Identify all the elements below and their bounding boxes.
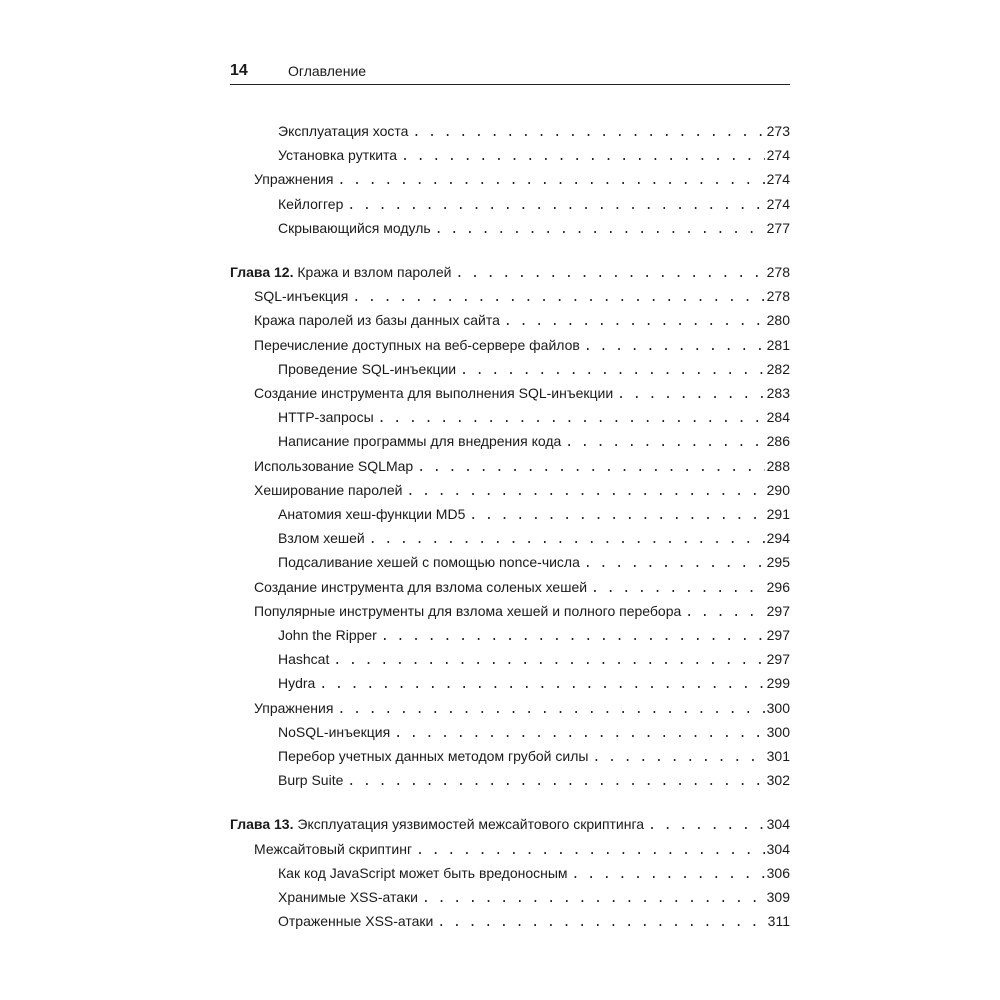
dot-leader	[422, 888, 765, 910]
toc-entry-title	[278, 551, 584, 573]
toc-entry-title	[254, 576, 591, 598]
dot-leader	[437, 912, 765, 934]
page-ref: 280	[766, 312, 790, 329]
toc-entry-title	[278, 910, 437, 932]
toc-entry-title	[278, 769, 347, 791]
page-ref: 290	[766, 481, 790, 498]
dot-leader	[565, 432, 764, 454]
toc-entry-title	[278, 862, 572, 884]
entry-text: Написание программы для внедрения кода	[278, 433, 562, 450]
entry-text: Хранимые XSS-атаки	[278, 889, 418, 905]
dot-leader	[591, 578, 765, 600]
entry-text: Создание инструмента для выполнения SQL-инъекции	[254, 385, 614, 401]
entry-text: Анатомия хеш-функции MD5	[278, 506, 466, 522]
dot-leader	[378, 408, 765, 430]
toc-entry-title	[278, 193, 347, 215]
entry-text: Hashcat	[278, 651, 330, 668]
toc-entry	[230, 551, 790, 573]
toc-entry-title	[254, 479, 406, 501]
page-header	[230, 58, 790, 85]
toc-entry	[230, 624, 790, 646]
dot-leader	[416, 840, 765, 862]
toc-entry	[230, 406, 790, 428]
page-number: 14	[230, 62, 248, 79]
page-ref: 301	[766, 748, 790, 764]
toc-entry-title	[278, 648, 333, 670]
toc-entry	[230, 217, 790, 239]
toc-entry-title	[278, 144, 401, 166]
toc-entry-title	[254, 838, 416, 860]
page-ref: 309	[766, 889, 790, 905]
toc-entry-title	[254, 697, 337, 719]
entry-text: Hydra	[278, 675, 316, 692]
dot-leader	[417, 457, 764, 479]
entry-text: Установка руткита	[278, 147, 398, 164]
toc-entry	[230, 285, 790, 307]
toc-entry-title	[278, 120, 412, 142]
dot-leader	[347, 771, 764, 793]
toc-entry	[230, 838, 790, 860]
dot-leader	[584, 553, 765, 575]
dot-leader	[394, 723, 764, 745]
toc-entry	[230, 576, 790, 598]
entry-text: Упражнения	[254, 699, 334, 716]
toc-entry-title	[278, 217, 435, 239]
page-ref: 274	[766, 147, 790, 164]
page-ref: 284	[766, 409, 790, 426]
dot-leader	[455, 263, 764, 285]
page-ref: 302	[766, 772, 790, 789]
page-ref: 288	[766, 457, 790, 474]
toc-entry	[230, 672, 790, 694]
page-ref: 294	[766, 530, 790, 547]
dot-leader	[412, 122, 764, 144]
dot-leader	[617, 384, 764, 406]
toc-entry-title	[278, 745, 592, 767]
toc-entry-title	[254, 285, 352, 307]
toc-entry-title	[254, 600, 685, 622]
page-ref: 273	[766, 123, 790, 139]
dot-leader	[319, 674, 764, 696]
page-ref: 295	[766, 554, 790, 571]
toc-entry	[230, 503, 790, 525]
entry-text: Использование SQLMap	[254, 457, 414, 474]
entry-text: Как код JavaScript может быть вредоносным	[278, 864, 568, 881]
toc-entry-title	[278, 672, 319, 694]
entry-text: Кейлоггер	[278, 195, 344, 212]
entry-text: Эксплуатация хоста	[278, 123, 409, 139]
toc-entry	[230, 334, 790, 356]
dot-leader	[460, 360, 765, 382]
toc-entry-title	[254, 455, 417, 477]
entry-text: John the Ripper	[278, 627, 377, 643]
toc-entry	[230, 527, 790, 549]
dot-leader	[648, 815, 765, 837]
dot-leader	[352, 287, 764, 309]
entry-text: Взлом хешей	[278, 530, 365, 547]
toc-entry	[230, 193, 790, 215]
toc-entry-title	[278, 406, 378, 428]
page-ref: 277	[766, 219, 790, 236]
page-ref: 297	[766, 651, 790, 668]
toc-entry	[230, 168, 790, 190]
toc-entry-title	[254, 334, 584, 356]
toc-entry	[230, 697, 790, 719]
toc-entry-title	[254, 309, 504, 331]
toc-entry	[230, 648, 790, 670]
entry-text: SQL-инъекция	[254, 288, 349, 305]
toc-entry	[230, 144, 790, 166]
toc-entry	[230, 745, 790, 767]
chapter-number: Глава 12.	[230, 264, 294, 280]
dot-leader	[337, 699, 764, 721]
toc-chapter	[230, 261, 790, 283]
entry-text: Скрывающийся модуль	[278, 219, 431, 236]
toc-entry-title	[278, 358, 460, 380]
entry-text: Кража паролей из базы данных сайта	[254, 312, 500, 329]
toc-entry-title	[278, 503, 469, 525]
page-ref: 297	[766, 602, 790, 619]
dot-leader	[504, 311, 765, 333]
dot-leader	[333, 650, 764, 672]
entry-text: Кража и взлом паролей	[297, 264, 452, 280]
running-head: Оглавление	[288, 63, 367, 79]
toc-entry-title	[230, 261, 455, 283]
dot-leader	[401, 146, 765, 168]
entry-text: HTTP-запросы	[278, 409, 374, 426]
entry-text: Упражнения	[254, 171, 334, 188]
dot-leader	[406, 481, 764, 503]
entry-text: Популярные инструменты для взлома хешей и полного перебора	[254, 602, 682, 619]
chapter-number: Глава 13.	[230, 816, 294, 833]
page-ref: 311	[767, 913, 790, 930]
dot-leader	[685, 602, 764, 624]
page-ref: 300	[766, 723, 790, 740]
page-ref: 286	[766, 433, 790, 450]
toc-entry	[230, 910, 790, 932]
toc-entry	[230, 309, 790, 331]
dot-leader	[469, 505, 764, 527]
toc-entry	[230, 769, 790, 791]
toc-chapter	[230, 813, 790, 835]
page-ref: 291	[766, 506, 790, 522]
page-ref: 278	[766, 264, 790, 280]
entry-text: Отраженные XSS-атаки	[278, 913, 434, 930]
toc-entry-title	[278, 886, 422, 908]
page-ref: 299	[766, 675, 790, 692]
toc-entry	[230, 862, 790, 884]
page-ref: 281	[766, 336, 790, 353]
entry-text: Проведение SQL-инъекции	[278, 360, 457, 377]
entry-text: Подсаливание хешей с помощью nonce-числа	[278, 554, 580, 571]
entry-text: Создание инструмента для взлома соленых хешей	[254, 578, 588, 595]
page-ref: 296	[766, 578, 790, 595]
toc-entry	[230, 382, 790, 404]
entry-text: Хеширование паролей	[254, 481, 403, 498]
dot-leader	[381, 626, 765, 648]
entry-text: Эксплуатация уязвимостей межсайтового скриптинга	[297, 816, 645, 833]
page-ref: 278	[766, 288, 790, 305]
toc-entry-title	[278, 430, 565, 452]
toc-entry-title	[230, 813, 648, 835]
page-ref: 304	[766, 816, 790, 833]
dot-leader	[584, 336, 765, 358]
page-ref: 297	[766, 627, 790, 643]
dot-leader	[347, 195, 764, 217]
toc-entry	[230, 455, 790, 477]
toc-entry	[230, 358, 790, 380]
page-ref: 274	[766, 171, 790, 188]
page-ref: 282	[766, 360, 790, 377]
toc-entry-title	[278, 624, 381, 646]
entry-text: Перебор учетных данных методом грубой силы	[278, 748, 589, 764]
dot-leader	[592, 747, 764, 769]
page-ref: 283	[766, 385, 790, 401]
toc-entry-title	[278, 721, 394, 743]
toc-entry	[230, 600, 790, 622]
page-ref: 274	[766, 195, 790, 212]
entry-text: Перечисление доступных на веб-сервере файлов	[254, 336, 580, 353]
toc-entry	[230, 721, 790, 743]
page-ref: 306	[766, 864, 790, 881]
toc-entry	[230, 120, 790, 142]
dot-leader	[435, 219, 765, 241]
page-ref: 304	[766, 840, 790, 857]
toc-entry	[230, 886, 790, 908]
dot-leader	[337, 170, 764, 192]
toc-entry	[230, 479, 790, 501]
dot-leader	[369, 529, 765, 551]
toc-entry-title	[254, 168, 337, 190]
entry-text: Межсайтовый скриптинг	[254, 840, 413, 857]
entry-text: NoSQL-инъекция	[278, 723, 391, 740]
dot-leader	[572, 864, 765, 886]
page-ref: 300	[766, 699, 790, 716]
toc-entry-title	[278, 527, 369, 549]
entry-text: Burp Suite	[278, 772, 344, 789]
toc-entry-title	[254, 382, 617, 404]
toc-entry	[230, 430, 790, 452]
